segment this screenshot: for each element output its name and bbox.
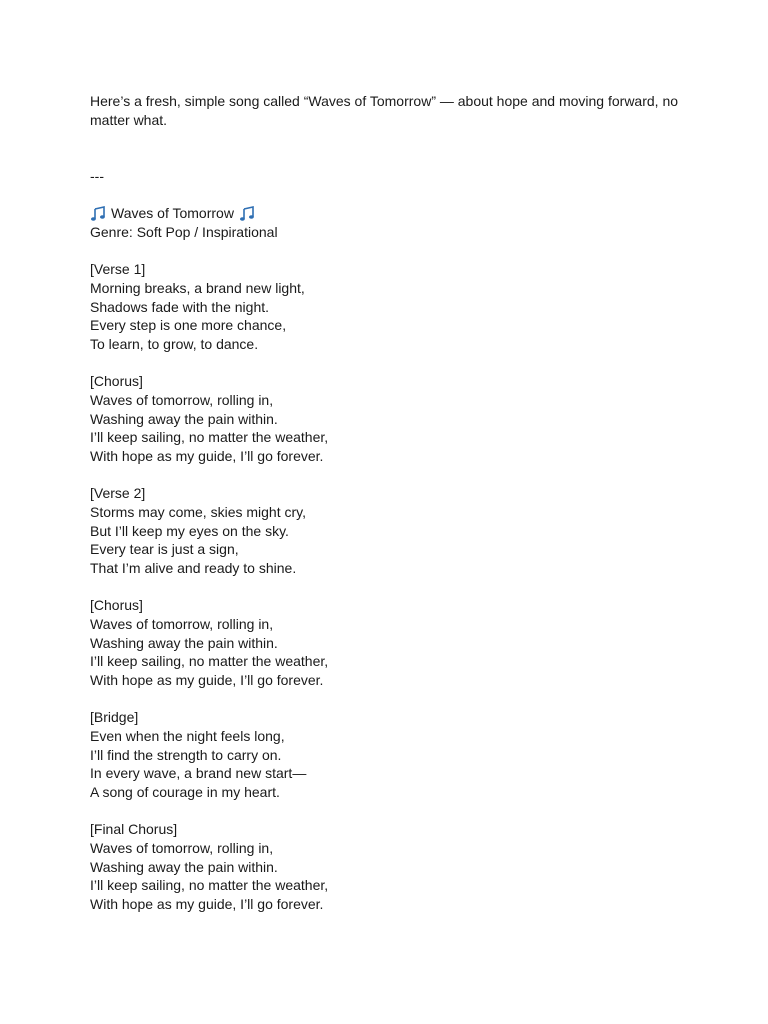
lyric-line: I’ll keep sailing, no matter the weather,: [90, 877, 329, 894]
intro-paragraph: Here’s a fresh, simple song called “Waves of Tomorrow” — about hope and moving forward, no matter what.: [90, 93, 679, 128]
lyric-line: A song of courage in my heart.: [90, 784, 280, 801]
song-section: [90, 820, 690, 914]
song-section: [90, 260, 690, 354]
lyric-line: Washing away the pain within.: [90, 634, 278, 651]
section-heading: [Chorus]: [90, 372, 143, 389]
lyric-line: I’ll find the strength to carry on.: [90, 746, 282, 763]
lyric-line: Waves of tomorrow, rolling in,: [90, 391, 274, 408]
section-heading: [Verse 1]: [90, 261, 146, 277]
song-title: Waves of Tomorrow: [111, 205, 234, 221]
lyric-line: With hope as my guide, I’ll go forever.: [90, 448, 324, 465]
lyric-line: Storms may come, skies might cry,: [90, 503, 307, 520]
lyric-line: Every step is one more chance,: [90, 317, 287, 334]
song-section: [90, 484, 690, 578]
section-heading: [Bridge]: [90, 708, 139, 725]
document-page: [90, 92, 690, 914]
lyric-line: In every wave, a brand new start—: [90, 765, 307, 782]
lyric-line: To learn, to grow, to dance.: [90, 336, 259, 353]
lyric-line: With hope as my guide, I’ll go forever.: [90, 896, 324, 913]
song-section: [90, 372, 690, 466]
section-heading: [Verse 2]: [90, 484, 146, 501]
lyric-line: Morning breaks, a brand new light,: [90, 279, 305, 296]
song-section: [90, 596, 690, 690]
section-heading: [Chorus]: [90, 596, 143, 613]
lyric-line: Washing away the pain within.: [90, 410, 278, 427]
lyric-line: Even when the night feels long,: [90, 727, 285, 744]
song-header: [90, 204, 690, 242]
lyric-line: Washing away the pain within.: [90, 858, 278, 875]
song-genre: Genre: Soft Pop / Inspirational: [90, 224, 278, 240]
lyric-line: Shadows fade with the night.: [90, 298, 270, 315]
lyric-line: Waves of tomorrow, rolling in,: [90, 839, 274, 856]
lyric-line: But I’ll keep my eyes on the sky.: [90, 522, 289, 539]
lyric-line: I’ll keep sailing, no matter the weather,: [90, 653, 329, 670]
lyric-line: Waves of tomorrow, rolling in,: [90, 615, 274, 632]
lyric-line: With hope as my guide, I’ll go forever.: [90, 672, 324, 689]
music-note-icon: [90, 206, 106, 222]
lyric-line: I’ll keep sailing, no matter the weather,: [90, 429, 329, 446]
section-heading: [Final Chorus]: [90, 820, 178, 837]
song-section: [90, 708, 690, 802]
song-title-line: [90, 204, 690, 223]
separator: ---: [90, 168, 104, 184]
lyric-line: Every tear is just a sign,: [90, 541, 239, 558]
lyric-line: That I’m alive and ready to shine.: [90, 560, 297, 577]
music-note-icon: [239, 206, 255, 222]
